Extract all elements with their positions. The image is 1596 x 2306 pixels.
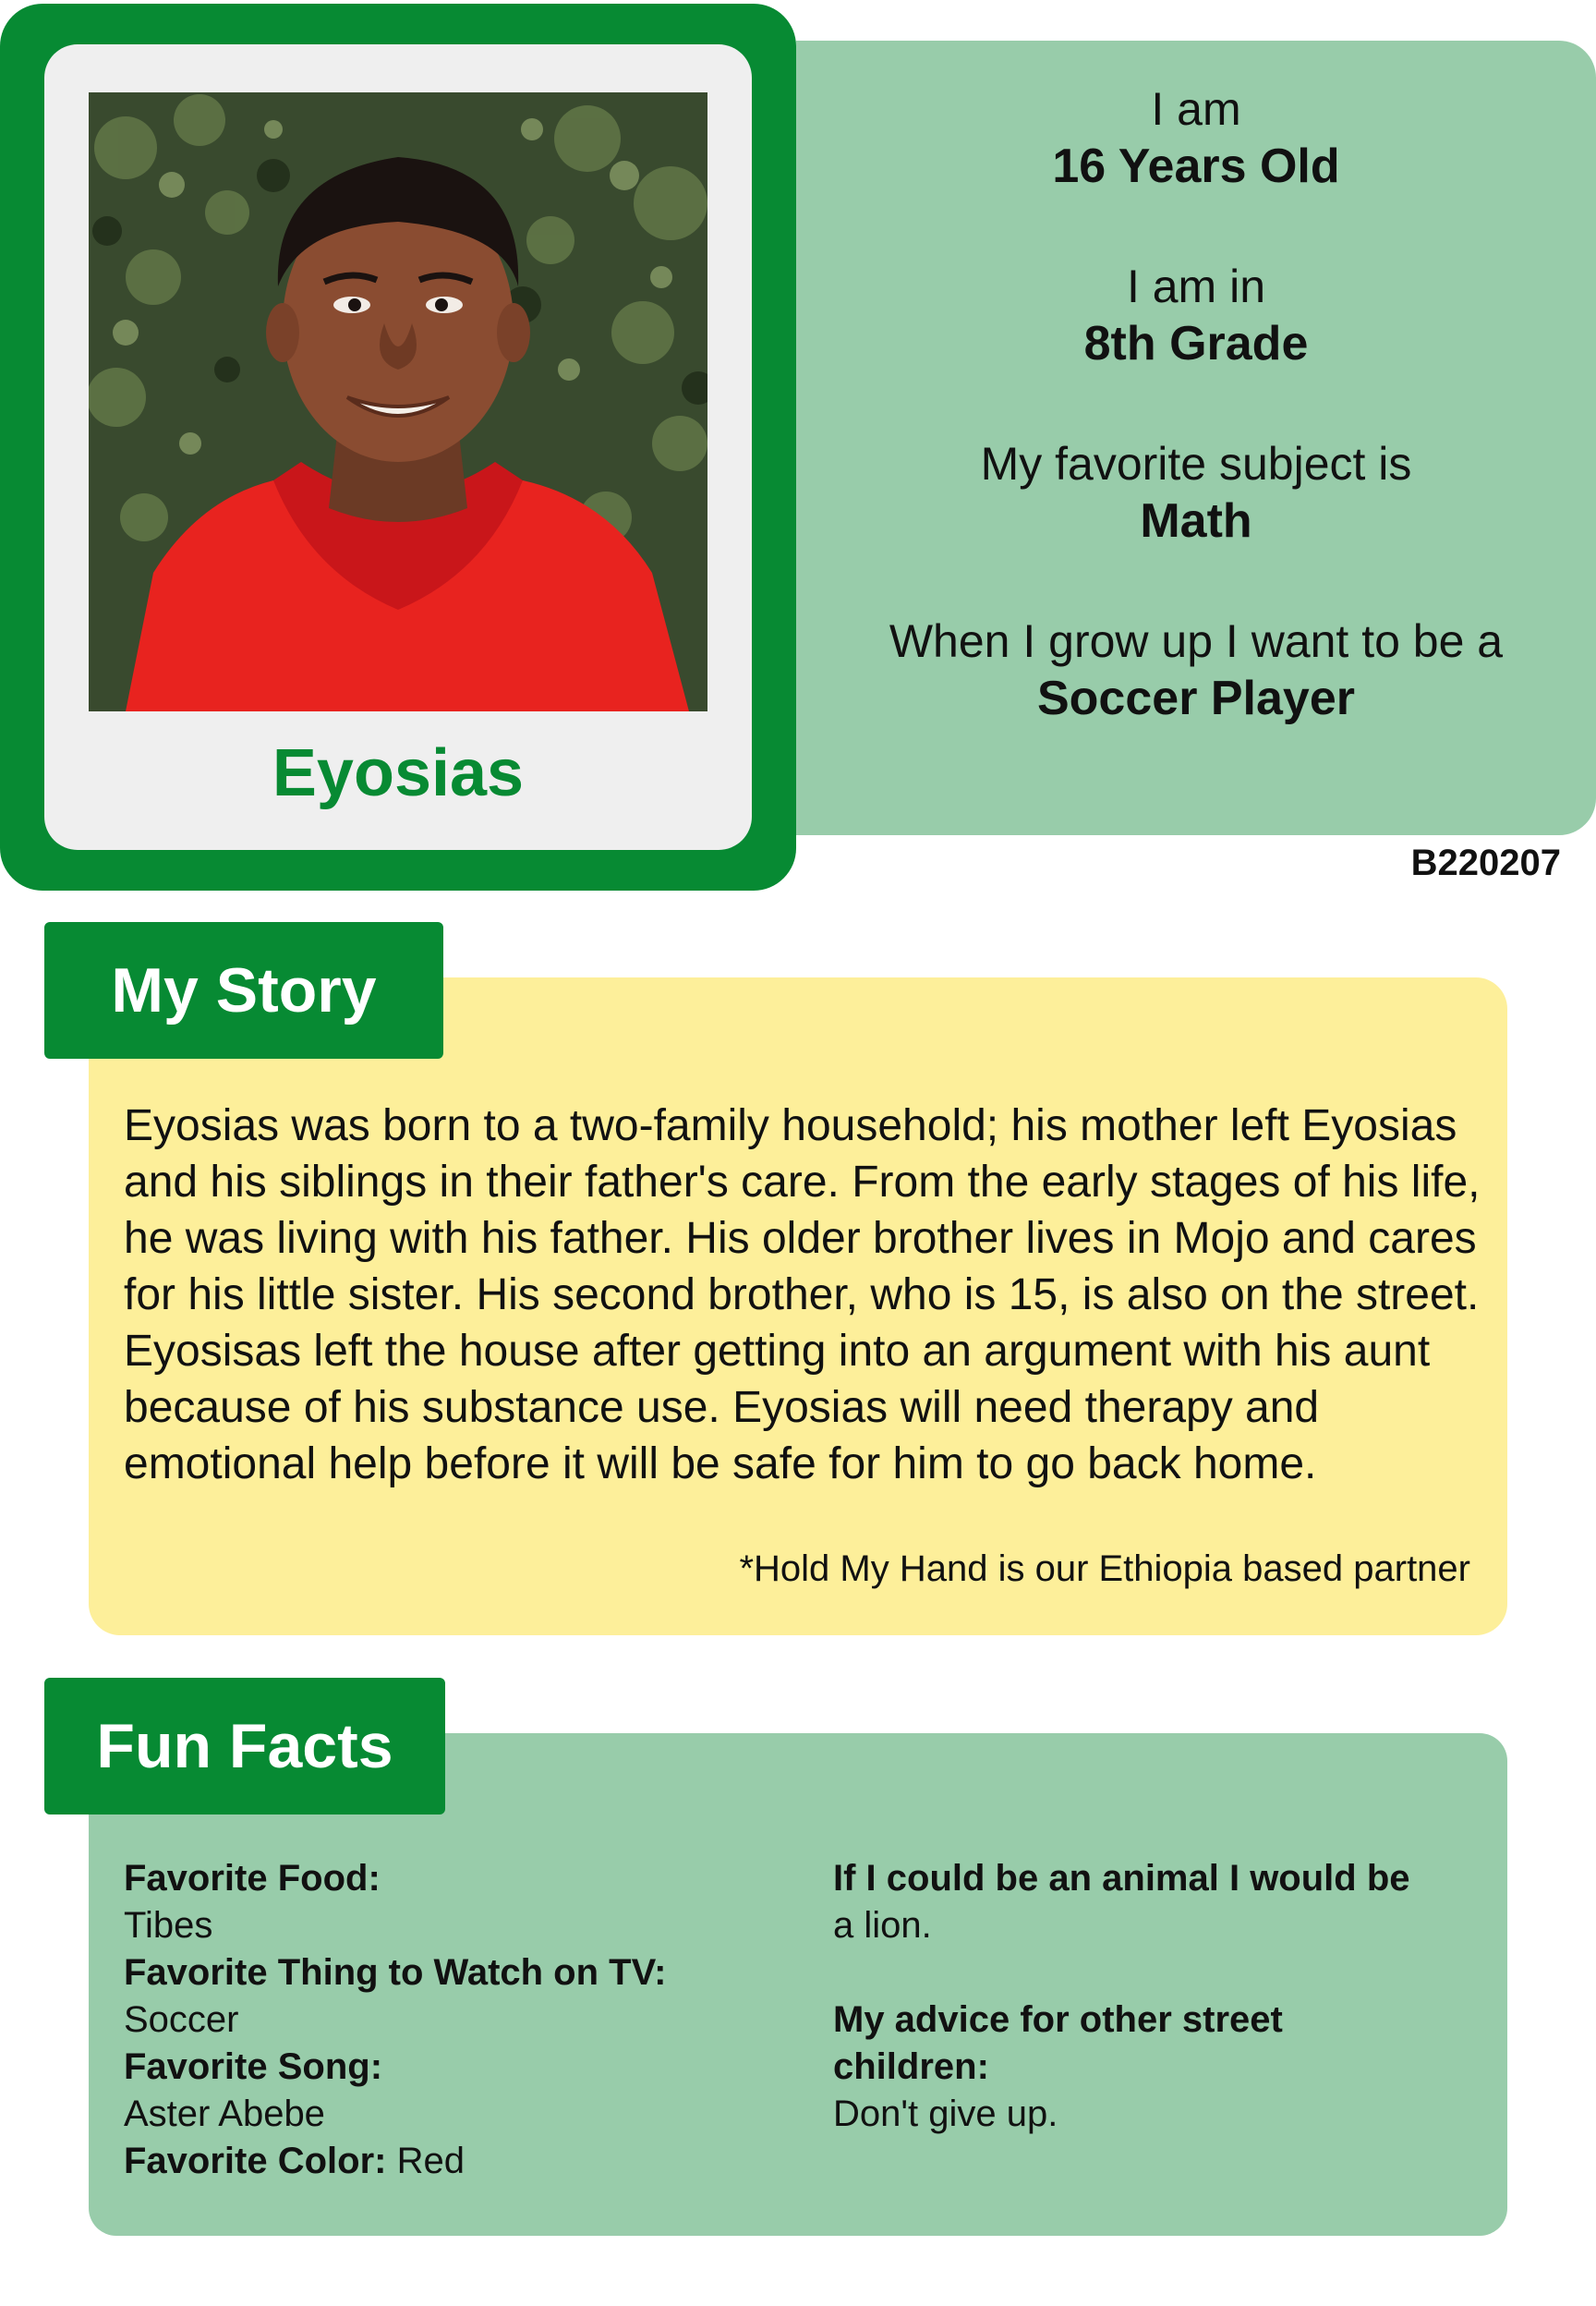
child-name: Eyosias [272, 736, 525, 810]
grade-block [796, 259, 1596, 373]
favorite-song-label: Favorite Song: [124, 2046, 383, 2087]
career-value: Soccer Player [1036, 672, 1356, 725]
age-label: I am [1151, 83, 1241, 135]
favorite-color-value: Red [396, 2141, 465, 2181]
facts-spacer [833, 1949, 1480, 1997]
favorite-color-label: Favorite Color: [124, 2141, 387, 2181]
subject-value: Math [1140, 494, 1252, 548]
favorite-song-value: Aster Abebe [124, 2094, 325, 2134]
photo-card [44, 44, 752, 850]
grade-value: 8th Grade [1083, 317, 1309, 370]
advice-label: My advice for other street children: [833, 1999, 1283, 2087]
subject-label: My favorite subject is [980, 438, 1412, 490]
career-label: When I grow up I want to be a [889, 615, 1504, 667]
story-heading: My Story [44, 922, 443, 1059]
favorite-tv-value: Soccer [124, 1999, 239, 2040]
favorite-food-label: Favorite Food: [124, 1858, 381, 1899]
animal-value: a lion. [833, 1905, 932, 1946]
fun-facts-right-column [833, 1855, 1480, 2138]
favorite-food-value: Tibes [124, 1905, 213, 1946]
fun-facts-heading: Fun Facts [44, 1678, 445, 1814]
story-text: Eyosias was born to a two-family household; his mother left Eyosias and his siblings in their father's care. From the early stages of his life, he was living with his father. His older brother lives in Mojo and cares for his little sister. His second brother, who is 15, is also on the street. Eyosisas left the house after getting into an argument with his aunt because of his substance use. Eyosias will need therapy and emotional help before it will be safe for him to go back home. [124, 1101, 1481, 1488]
age-block [796, 81, 1596, 196]
about-panel [796, 41, 1596, 835]
age-value: 16 Years Old [1052, 140, 1340, 193]
story-note: *Hold My Hand is our Ethiopia based partner [739, 1548, 1470, 1589]
grade-label: I am in [1126, 261, 1266, 312]
profile-id: B220207 [1410, 843, 1561, 883]
career-block [796, 613, 1596, 728]
child-portrait-image [89, 92, 707, 711]
favorite-tv-label: Favorite Thing to Watch on TV: [124, 1952, 667, 1993]
advice-value: Don't give up. [833, 2094, 1058, 2134]
subject-block [796, 436, 1596, 551]
favorite-color-row [124, 2138, 789, 2185]
animal-label: If I could be an animal I would be [833, 1858, 1410, 1899]
photo-frame [0, 4, 796, 891]
child-photo [89, 92, 707, 711]
fun-facts-left-column [124, 1855, 789, 2185]
